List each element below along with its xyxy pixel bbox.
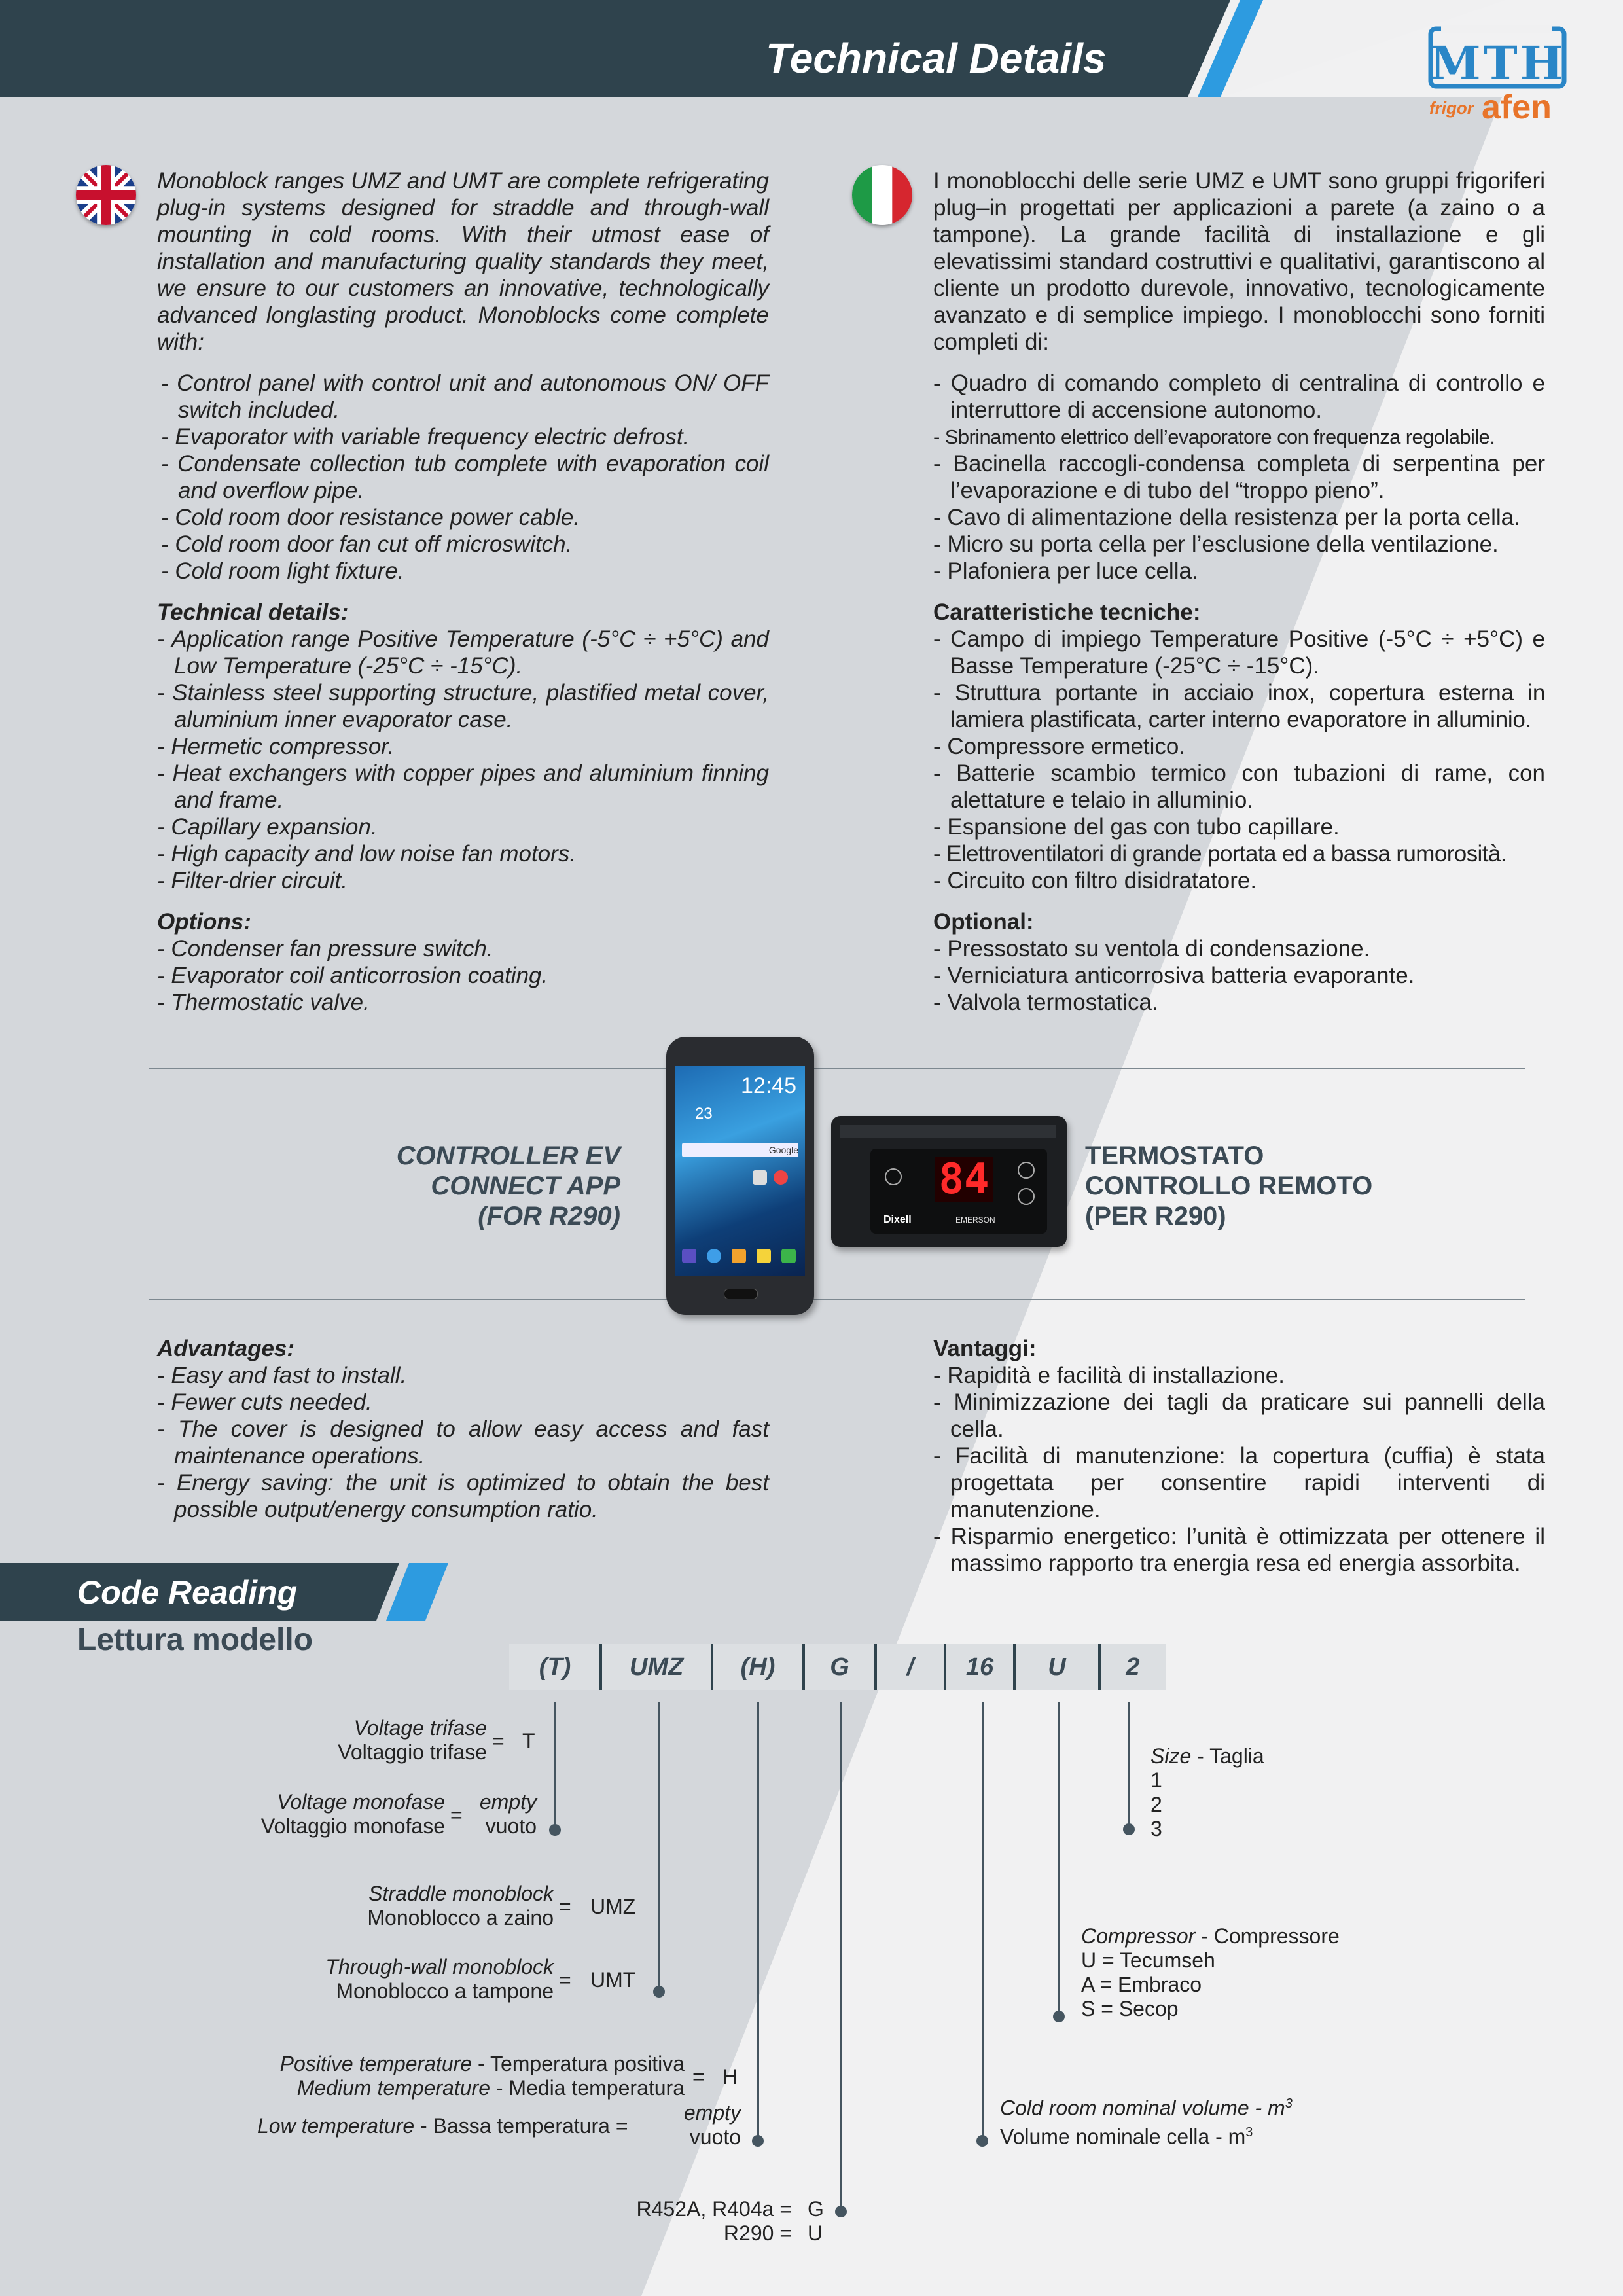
- app-icon: [781, 1249, 796, 1263]
- list-item: - Facilità di manutenzione: la copertura (cuffia) è stata progettata per consentire rapidi interventi di manutenzione.: [933, 1443, 1545, 1522]
- controller-app-caption: CONTROLLER EV CONNECT APP (FOR R290): [396, 1141, 620, 1230]
- list-item: - Condensate collection tub complete with evaporation coil and overflow pipe.: [161, 451, 769, 503]
- list-item: - Rapidità e facilità di installazione.: [933, 1363, 1285, 1388]
- italy-flag-icon: [852, 165, 912, 225]
- english-tech-list: [157, 626, 769, 894]
- app-icon: [757, 1249, 771, 1263]
- app-icon: [774, 1170, 788, 1185]
- lettura-modello-title: Lettura modello: [77, 1623, 313, 1657]
- list-item: - Valvola termostatica.: [933, 990, 1158, 1015]
- home-button-icon: [724, 1289, 758, 1299]
- phone-screen: 12:45 23 Google: [675, 1066, 805, 1276]
- app-icon: [753, 1170, 767, 1185]
- code-cell: UMZ: [629, 1653, 684, 1681]
- italian-intro: I monoblocchi delle serie UMZ e UMT sono gruppi frigoriferi plug–in progettati per applicazioni a parete (a zaino o a tampone). La grande facilità di installazione e gli elevatissimi standard costruttivi e qualitativi, garantiscono al cliente un prodotto durevole, innovativo, tecnologicamente avanzato e di semplice impiego. I monoblocchi sono forniti completi di:: [933, 168, 1545, 355]
- through-wall-label: Through-wall monoblock Monoblocco a tampone: [325, 1955, 554, 2003]
- list-item: - Control panel with control unit and autonomous ON/ OFF switch included.: [161, 370, 769, 423]
- list-item: - Struttura portante in acciaio inox, copertura esterna in lamiera plastificata, carter interno evaporatore in alluminio.: [933, 680, 1545, 732]
- list-item: - Evaporator with variable frequency electric defrost.: [161, 424, 690, 450]
- low-temperature-label: Low temperature - Bassa temperatura =: [257, 2114, 628, 2138]
- italian-advantages: [933, 1335, 1545, 1577]
- list-item: - Energy saving: the unit is optimized to obtain the best possible output/energy consumption ratio.: [157, 1470, 769, 1522]
- italian-equipment-list: [933, 370, 1545, 584]
- list-item: - Minimizzazione dei tagli da praticare sui pannelli della cella.: [933, 1390, 1545, 1442]
- list-item: - Compressore ermetico.: [933, 734, 1186, 759]
- italian-options-list: [933, 935, 1545, 1016]
- app-icon: [682, 1249, 696, 1263]
- code-cell: 2: [1126, 1653, 1140, 1681]
- list-item: - Heat exchangers with copper pipes and aluminium finning and frame.: [157, 761, 769, 813]
- remote-thermostat-caption: TERMOSTATO CONTROLLO REMOTO (PER R290): [1085, 1141, 1373, 1230]
- list-item: - Micro su porta cella per l’esclusione della ventilazione.: [933, 531, 1499, 557]
- list-item: - High capacity and low noise fan motors.: [157, 841, 577, 867]
- italian-options-title: Optional:: [933, 909, 1034, 935]
- english-options-list: [157, 935, 769, 1016]
- list-item: - Filter-drier circuit.: [157, 868, 348, 893]
- list-item: - Cold room light fixture.: [161, 558, 404, 584]
- english-intro: Monoblock ranges UMZ and UMT are complete refrigerating plug-in systems designed for straddle and through-wall mounting in cold rooms. With their utmost ease of installation and manufacturing quality standards they meet, we ensure to our customers an innovative, technologically advanced longlasting product. Monoblocks come complete with:: [157, 168, 769, 355]
- list-item: - Cold room door fan cut off microswitch.: [161, 531, 573, 557]
- list-item: - Elettroventilatori di grande portata ed a bassa rumorosità.: [933, 841, 1507, 867]
- app-icon: [732, 1249, 746, 1263]
- through-wall-value: UMT: [590, 1968, 636, 1992]
- list-item: - Easy and fast to install.: [157, 1363, 407, 1388]
- page-title: Technical Details: [766, 35, 1107, 82]
- english-advantages-title: Advantages:: [157, 1336, 295, 1361]
- code-cell: 16: [965, 1653, 994, 1681]
- straddle-value: UMZ: [590, 1895, 636, 1918]
- italian-tech-list: [933, 626, 1545, 894]
- italian-column: [933, 168, 1545, 1016]
- list-item: - Verniciatura anticorrosiva batteria evaporante.: [933, 963, 1415, 988]
- list-item: - Cold room door resistance power cable.: [161, 505, 580, 530]
- gas-r290-label: R290 =: [723, 2221, 792, 2245]
- italian-tech-title: Caratteristiche tecniche:: [933, 600, 1201, 625]
- straddle-label: Straddle monoblock Monoblocco a zaino: [367, 1882, 554, 1929]
- list-item: - Capillary expansion.: [157, 814, 378, 840]
- gas-r290-value: U: [808, 2221, 823, 2245]
- english-options-title: Options:: [157, 909, 251, 935]
- list-item: - Quadro di comando completo di centralina di controllo e interruttore di accensione autonomo.: [933, 370, 1545, 423]
- list-item: - Risparmio energetico: l’unità è ottimizzata per ottenere il massimo rapporto tra energia resa ed energia assorbita.: [933, 1524, 1545, 1576]
- size-legend: Size - Taglia 1 2 3: [1150, 1744, 1264, 1840]
- app-icon: [707, 1249, 721, 1263]
- positive-temperature-label: Positive temperature - Temperatura positiva Medium temperature - Media temperatura: [279, 2052, 685, 2100]
- low-temperature-value: empty vuoto: [683, 2101, 741, 2149]
- code-cell: (T): [539, 1653, 571, 1681]
- list-item: - Condenser fan pressure switch.: [157, 936, 493, 961]
- gas-r452a-value: G: [808, 2197, 824, 2221]
- thermostat-button: [885, 1168, 902, 1185]
- code-reading-title: Code Reading: [77, 1574, 298, 1611]
- list-item: - Pressostato su ventola di condensazione.: [933, 936, 1370, 961]
- list-item: - Campo di impiego Temperature Positive (-5°C ÷ +5°C) e Basse Temperature (-25°C ÷ -15°C).: [933, 626, 1545, 679]
- code-cell: U: [1048, 1653, 1066, 1681]
- english-column: [157, 168, 769, 1016]
- list-item: - Plafoniera per luce cella.: [933, 558, 1198, 584]
- list-item: - Stainless steel supporting structure, plastified metal cover, aluminium inner evaporator case.: [157, 680, 769, 732]
- list-item: - Thermostatic valve.: [157, 990, 370, 1015]
- code-cell: (H): [740, 1653, 776, 1681]
- voltage-trifase-value: T: [522, 1729, 535, 1753]
- list-item: - Sbrinamento elettrico dell’evaporatore con frequenza regolabile.: [933, 425, 1495, 448]
- list-item: - Batterie scambio termico con tubazioni di rame, con alettature e telaio in alluminio.: [933, 761, 1545, 813]
- list-item: - Cavo di alimentazione della resistenza per la porta cella.: [933, 505, 1520, 530]
- voltage-monofase-label: Voltage monofase Voltaggio monofase: [260, 1790, 445, 1838]
- thermostat-button: [1018, 1162, 1035, 1179]
- list-item: - Circuito con filtro disidratatore.: [933, 868, 1257, 893]
- list-item: - Hermetic compressor.: [157, 734, 395, 759]
- mth-logo: MTH frigor afen: [1427, 25, 1577, 136]
- english-tech-title: Technical details:: [157, 600, 349, 625]
- code-cell: G: [830, 1653, 849, 1681]
- italian-advantages-title: Vantaggi:: [933, 1336, 1037, 1361]
- list-item: - Application range Positive Temperature (-5°C ÷ +5°C) and Low Temperature (-25°C ÷ -15°C).: [157, 626, 769, 679]
- list-item: - Fewer cuts needed.: [157, 1390, 372, 1415]
- divider: [149, 1299, 1525, 1300]
- voltage-trifase-label: Voltage trifase Voltaggio trifase: [338, 1716, 487, 1764]
- uk-flag-icon: [76, 165, 136, 225]
- list-item: - The cover is designed to allow easy access and fast maintenance operations.: [157, 1416, 769, 1469]
- divider: [149, 1068, 1525, 1069]
- list-item: - Evaporator coil anticorrosion coating.: [157, 963, 548, 988]
- list-item: - Bacinella raccogli-condensa completa di serpentina per l’evaporazione e di tubo del “troppo pieno”.: [933, 451, 1545, 503]
- voltage-monofase-value: empty vuoto: [479, 1790, 537, 1838]
- compressor-legend: Compressor - Compressore U = Tecumseh A = Embraco S = Secop: [1081, 1924, 1340, 2020]
- code-cell: /: [906, 1653, 914, 1681]
- volume-legend: Cold room nominal volume - $m^3$ Volume nominale cella - $m^3$: [1000, 2096, 1293, 2149]
- english-advantages: [157, 1335, 769, 1523]
- smartphone-image: [666, 1037, 814, 1315]
- thermostat-button: [1018, 1188, 1035, 1205]
- english-equipment-list: [157, 370, 769, 584]
- list-item: - Espansione del gas con tubo capillare.: [933, 814, 1340, 840]
- positive-temperature-value: H: [722, 2065, 738, 2089]
- gas-r452a-label: R452A, R404a =: [636, 2197, 792, 2221]
- thermostat-image: 84 Dixell EMERSON: [831, 1116, 1067, 1247]
